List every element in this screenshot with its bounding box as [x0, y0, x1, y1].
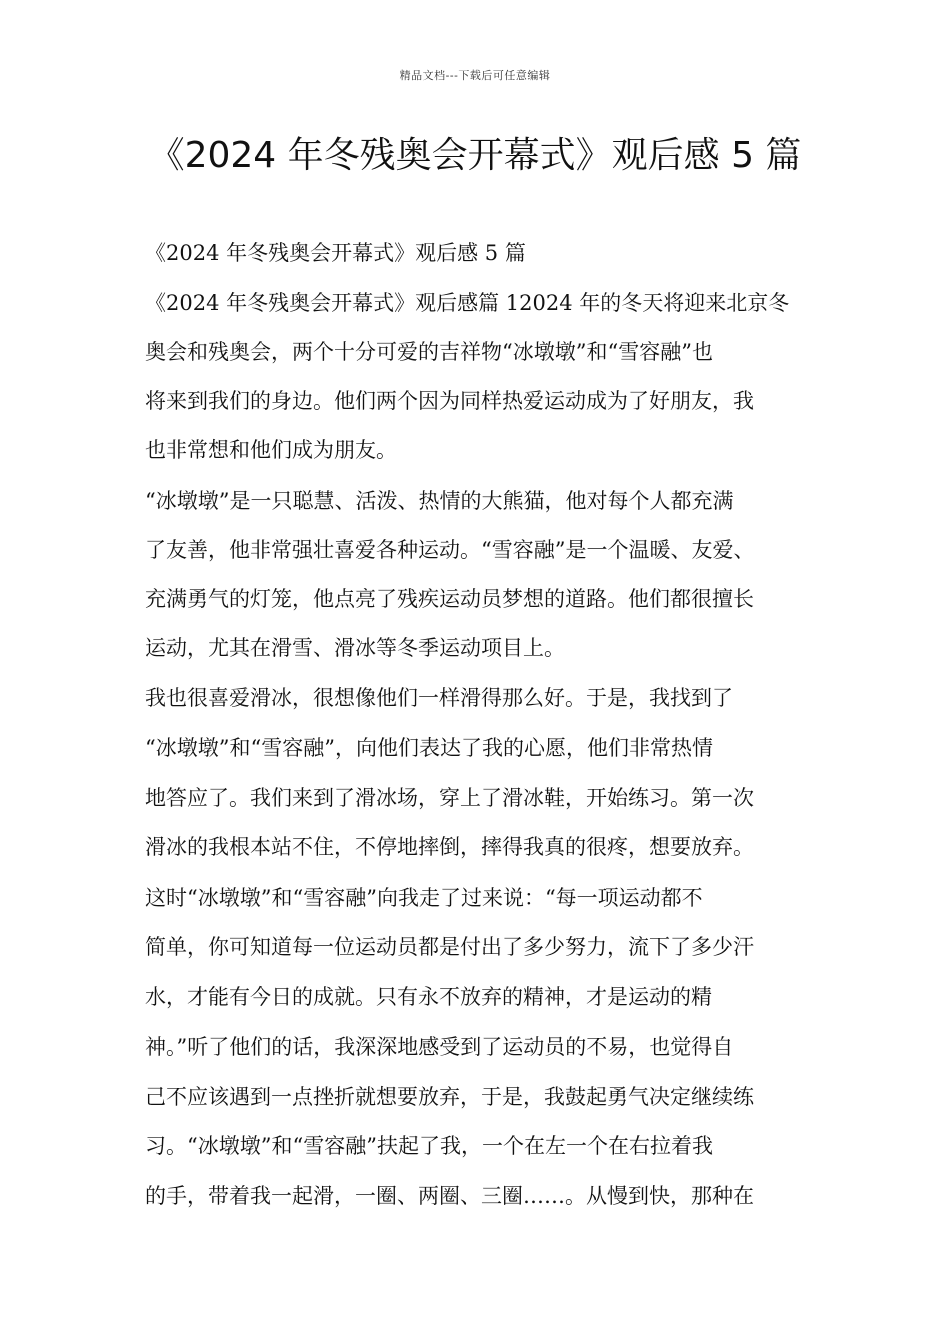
header-note: 精品文档---下载后可任意编辑: [399, 69, 551, 82]
body-line: 这时“冰墩墩”和“雪容融”向我走了过来说：“每一项运动都不: [145, 886, 703, 910]
body-line: 的手，带着我一起滑，一圈、两圈、三圈……。从慢到快，那种在: [145, 1184, 754, 1208]
body-line: 地答应了。我们来到了滑冰场，穿上了滑冰鞋，开始练习。第一次: [145, 786, 754, 810]
body-line: 《2024 年冬残奥会开幕式》观后感 5 篇: [145, 241, 526, 265]
body-line: 滑冰的我根本站不住，不停地摔倒，摔得我真的很疼，想要放弃。: [145, 835, 754, 859]
document-title: 《2024 年冬残奥会开幕式》观后感 5 篇: [148, 135, 802, 176]
body-line: 水，才能有今日的成就。只有永不放弃的精神，才是运动的精: [145, 985, 712, 1009]
body-line: 习。“冰墩墩”和“雪容融”扶起了我，一个在左一个在右拉着我: [145, 1134, 713, 1158]
body-line: 我也很喜爱滑冰，很想像他们一样滑得那么好。于是，我找到了: [145, 686, 733, 710]
body-line: 运动，尤其在滑雪、滑冰等冬季运动项目上。: [145, 636, 565, 660]
body-line: “冰墩墩”和“雪容融”，向他们表达了我的心愿，他们非常热情: [145, 736, 713, 760]
body-line: “冰墩墩”是一只聪慧、活泼、热情的大熊猫，他对每个人都充满: [145, 489, 734, 513]
body-line: 将来到我们的身边。他们两个因为同样热爱运动成为了好朋友，我: [145, 389, 754, 413]
body-line: 神。”听了他们的话，我深深地感受到了运动员的不易，也觉得自: [145, 1035, 734, 1059]
body-line: 也非常想和他们成为朋友。: [145, 438, 397, 462]
body-line: 了友善，他非常强壮喜爱各种运动。“雪容融”是一个温暖、友爱、: [145, 538, 755, 562]
body-line: 充满勇气的灯笼，他点亮了残疾运动员梦想的道路。他们都很擅长: [145, 587, 754, 611]
body-line: 简单，你可知道每一位运动员都是付出了多少努力，流下了多少汗: [145, 935, 754, 959]
body-line: 《2024 年冬残奥会开幕式》观后感篇 12024 年的冬天将迎来北京冬: [145, 291, 790, 315]
body-line: 奥会和残奥会，两个十分可爱的吉祥物“冰墩墩”和“雪容融”也: [145, 340, 713, 364]
body-line: 己不应该遇到一点挫折就想要放弃，于是，我鼓起勇气决定继续练: [145, 1085, 754, 1109]
